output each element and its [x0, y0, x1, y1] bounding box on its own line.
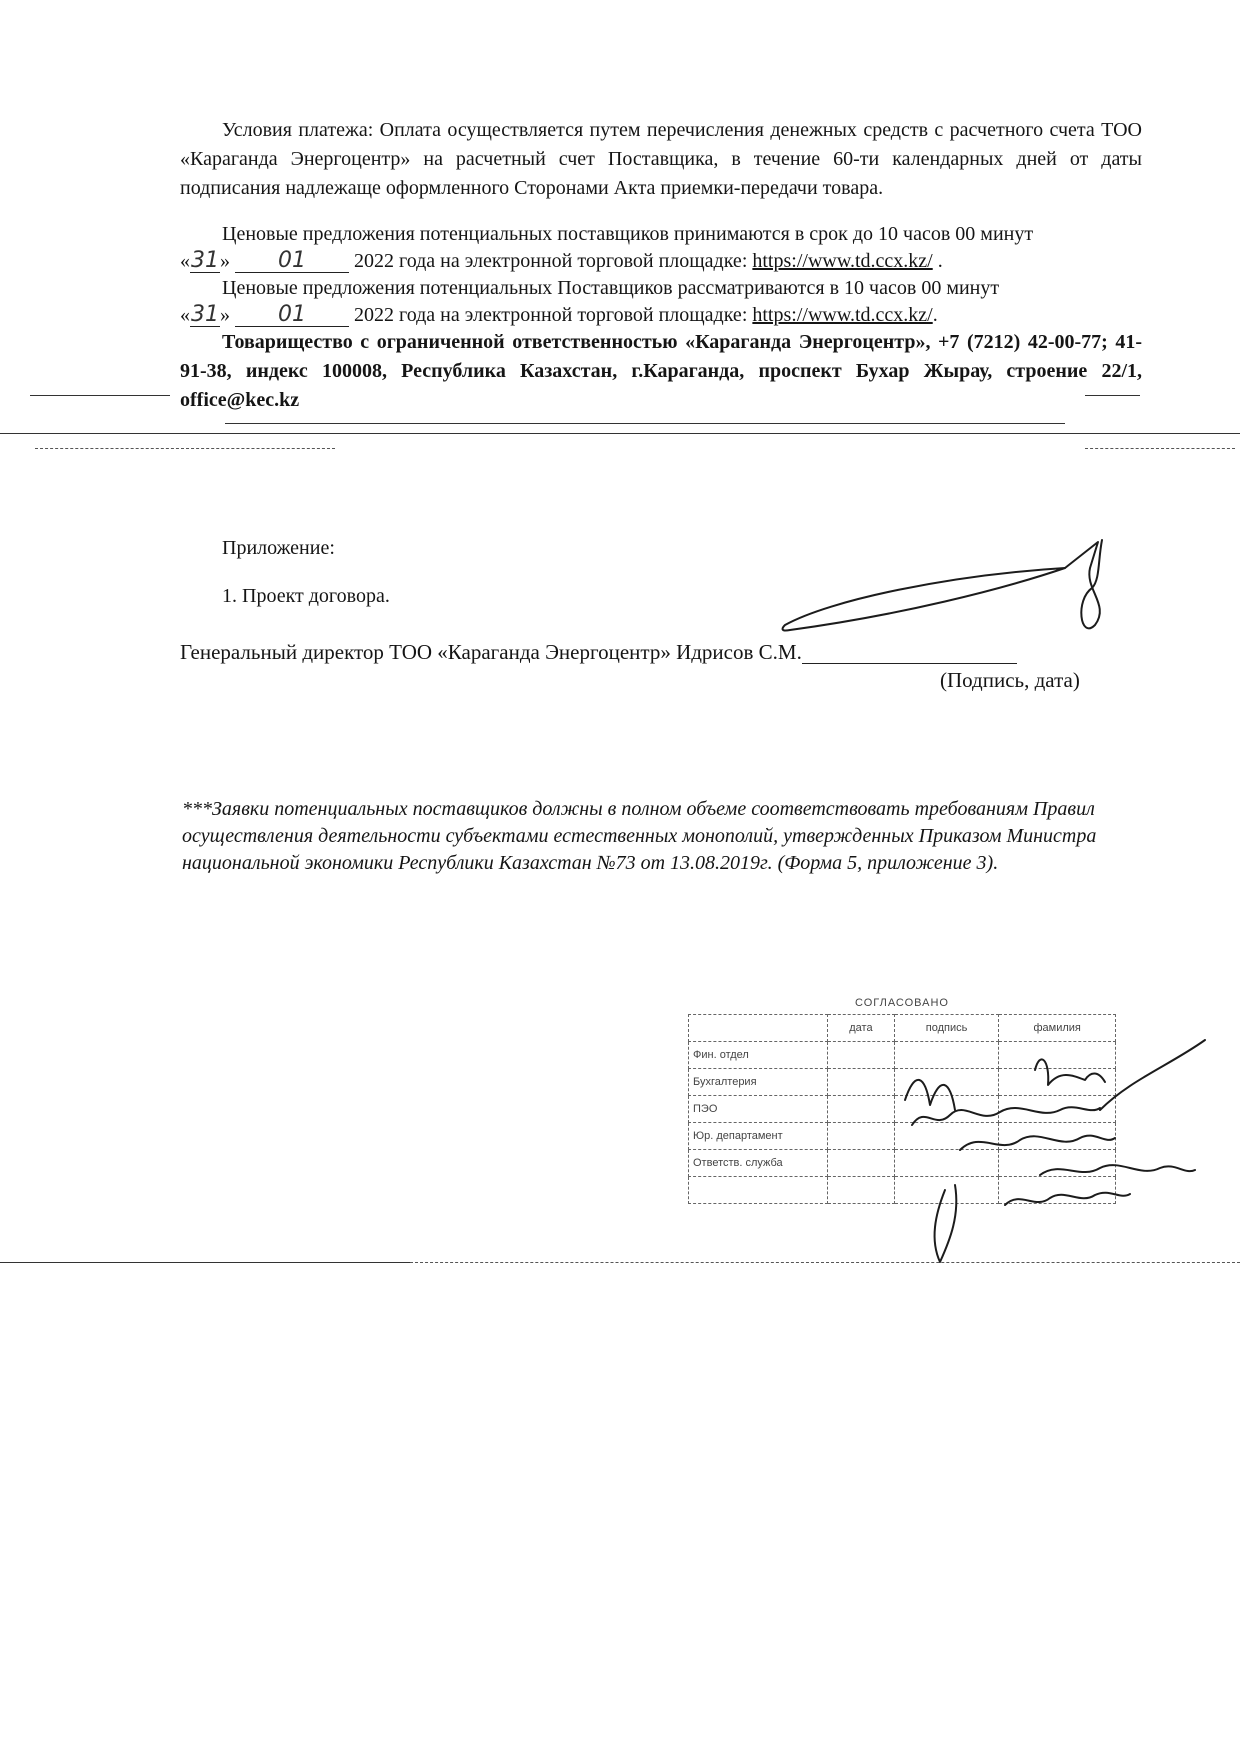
acceptance-end: .: [932, 250, 943, 272]
review-tail: 2022 года на электронной торговой площадке:: [354, 304, 748, 326]
underline-rule: [225, 423, 1065, 424]
bottom-line-left: [0, 1262, 410, 1263]
acceptance-month: 01: [235, 250, 349, 273]
requirements-note: ***Заявки потенциальных поставщиков должны в полном объеме соответствовать требованиям Правил осуществления деятельности субъектами естественных монополий, утвержденных Приказом Министра национальной экономики Республики Казахстан №73 от 13.08.2019г. (Форма 5, приложение 3).: [182, 798, 1097, 874]
approval-col-date: дата: [828, 1015, 895, 1042]
approval-row-finance: Фин. отдел: [689, 1042, 828, 1069]
approval-table: [688, 992, 1116, 1204]
acceptance-tail: 2022 года на электронной торговой площадке:: [354, 250, 748, 272]
review-day: 31: [191, 302, 219, 327]
signature-caption: (Подпись, дата): [940, 668, 1080, 692]
acceptance-link[interactable]: https://www.td.ccx.kz/: [752, 250, 933, 272]
approval-row-accounting: Бухгалтерия: [689, 1069, 828, 1096]
dashed-line-left: [35, 448, 335, 449]
acceptance-deadline-text: Ценовые предложения потенциальных поставщиков принимаются в срок до 10 часов 00 минут: [222, 223, 1034, 245]
signature-blank: [802, 641, 1017, 664]
dashed-line-right: [1085, 448, 1235, 449]
separator-line: [0, 433, 1240, 434]
appendix-heading: Приложение:: [222, 537, 335, 559]
company-details: Товарищество с ограниченной ответственностью «Караганда Энергоцентр», +7 (7212) 42-00-77; 41-91-38, индекс 100008, Республика Казахстан, г.Караганда, проспект Бухар Жырау, строение 22/1, office@kec.kz: [180, 331, 1142, 411]
review-link[interactable]: https://www.td.ccx.kz/: [752, 304, 933, 326]
approval-row-legal: Юр. департамент: [689, 1123, 828, 1150]
review-month: 01: [235, 304, 349, 327]
director-signature-icon: [783, 568, 1065, 631]
review-end: .: [932, 304, 938, 326]
right-stub-line: [1085, 395, 1140, 396]
bottom-line-right: [410, 1262, 1240, 1263]
approval-col-surname: фамилия: [999, 1015, 1116, 1042]
payment-terms: Условия платежа: Оплата осуществляется путем перечисления денежных средств с расчетного счета ТОО «Караганда Энергоцентр» на расчетный счет Поставщика, в течение 60-ти календарных дней от даты подписания надлежаще оформленного Сторонами Акта приемки-передачи товара.: [180, 119, 1142, 199]
appendix-item: 1. Проект договора.: [222, 585, 390, 607]
review-deadline-date: «31» 01 2022 года на электронной торговой площадке: https://www.td.ccx.kz/.: [180, 302, 938, 327]
approval-stamp: [688, 992, 1116, 1210]
approval-col-signature: подпись: [894, 1015, 999, 1042]
signature-line: [180, 638, 1017, 667]
left-stub-line: [30, 395, 170, 396]
acceptance-deadline-date: «31» 01 2022 года на электронной торговой площадке: https://www.td.ccx.kz/ .: [180, 248, 943, 273]
review-deadline-text: Ценовые предложения потенциальных Поставщиков рассматриваются в 10 часов 00 минут: [222, 277, 1000, 299]
approval-title: СОГЛАСОВАНО: [855, 997, 949, 1009]
approval-row-peo: ПЭО: [689, 1096, 828, 1123]
approval-col-dept: [689, 1015, 828, 1042]
approval-row-service: Ответств. служба: [689, 1150, 828, 1177]
acceptance-day: 31: [191, 248, 219, 273]
approval-row-blank: [689, 1177, 828, 1204]
director-title: Генеральный директор ТОО «Караганда Энергоцентр» Идрисов С.М.: [180, 640, 802, 664]
